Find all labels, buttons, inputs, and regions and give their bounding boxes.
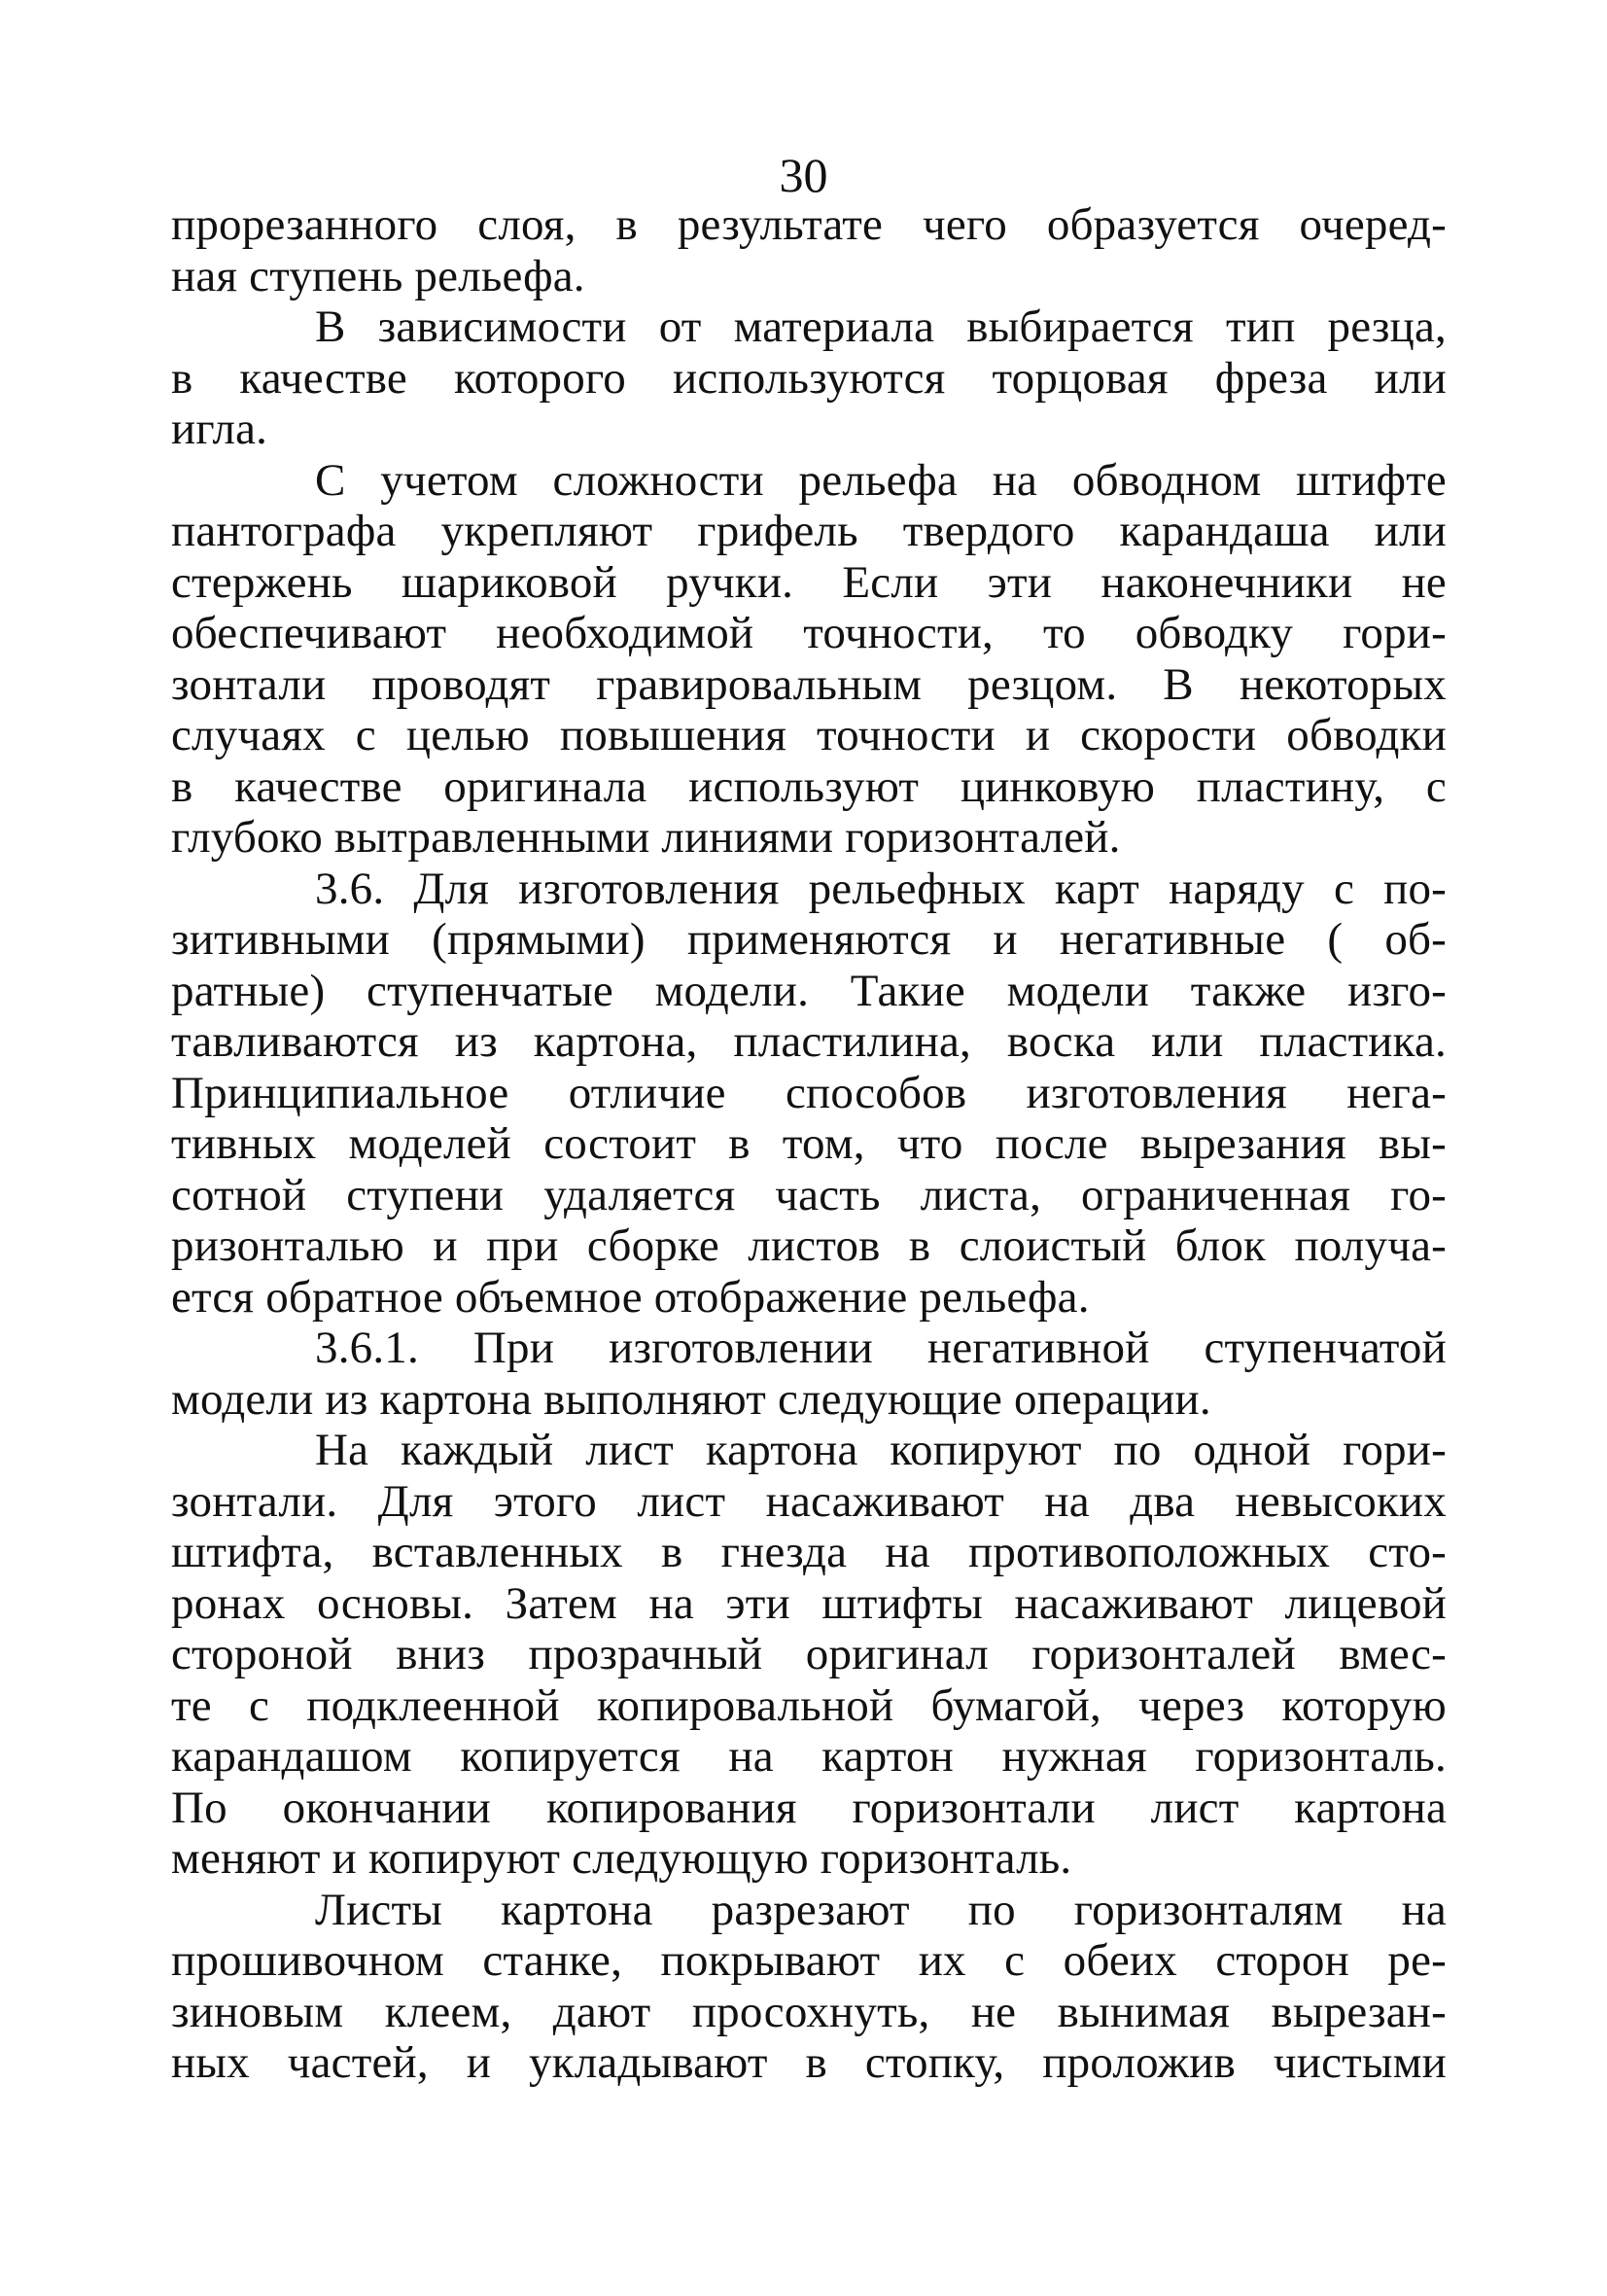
text-line: Принципиальное отличие способов изготовления нега- — [171, 1067, 1447, 1118]
text-line: Листы картона разрезают по горизонталям на — [315, 1884, 1447, 1935]
text-line: зонтали проводят гравировальным резцом. В некоторых — [171, 658, 1447, 710]
text-line: в качестве оригинала используют цинковую пластину, с — [171, 760, 1447, 812]
text-line: карандашом копируется на картон нужная горизонталь. — [171, 1731, 1447, 1782]
text-line: в качестве которого используются торцовая фреза или — [171, 352, 1447, 404]
text-line: стержень шариковой ручки. Если эти наконечники не — [171, 556, 1447, 608]
text-line: В зависимости от материала выбирается тип резца, — [315, 301, 1447, 352]
text-line: сотной ступени удаляется часть листа, ограниченная го- — [171, 1169, 1447, 1220]
text-line: стороной вниз прозрачный оригинал горизонталей вмес- — [171, 1629, 1447, 1679]
text-line: ратные) ступенчатые модели. Такие модели также изго- — [171, 965, 1447, 1016]
text-line: ронах основы. Затем на эти штифты насаживают лицевой — [171, 1577, 1447, 1629]
text-line: ризонталью и при сборке листов в слоистый блок получа- — [171, 1220, 1447, 1271]
text-line: тивных моделей состоит в том, что после вырезания вы- — [171, 1118, 1447, 1169]
text-line: штифта, вставленных в гнезда на противоположных сто- — [171, 1527, 1447, 1577]
body-text — [171, 199, 1447, 2089]
text-line: На каждый лист картона копируют по одной гори- — [315, 1425, 1447, 1475]
text-line: прорезанного слоя, в результате чего образуется очеред- — [171, 199, 1447, 250]
text-line: случаях с целью повышения точности и скорости обводки — [171, 710, 1447, 760]
text-line: По окончании копирования горизонтали лист картона — [171, 1782, 1447, 1833]
text-line: тавливаются из картона, пластилина, воска или пластика. — [171, 1016, 1447, 1067]
text-line: меняют и копируют следующую горизонталь. — [171, 1833, 1072, 1884]
page-number: 30 — [779, 148, 828, 202]
text-line: ных частей, и укладывают в стопку, проложив чистыми — [171, 2037, 1447, 2088]
text-line: те с подклеенной копировальной бумагой, через которую — [171, 1679, 1447, 1731]
text-line: зитивными (прямыми) применяются и негативные ( об- — [171, 914, 1447, 965]
text-line: зиновым клеем, дают просохнуть, не вынимая вырезан- — [171, 1986, 1447, 2037]
text-line: обеспечивают необходимой точности, то обводку гори- — [171, 608, 1447, 658]
text-line: прошивочном станке, покрывают их с обеих сторон ре- — [171, 1935, 1447, 1986]
text-line: модели из картона выполняют следующие операции. — [171, 1373, 1211, 1425]
text-line: 3.6.1. При изготовлении негативной ступенчатой — [315, 1323, 1447, 1373]
text-line: зонтали. Для этого лист насаживают на два невысоких — [171, 1475, 1447, 1527]
text-line: ная ступень рельефа. — [171, 250, 585, 301]
text-line: 3.6. Для изготовления рельефных карт наряду с по- — [315, 863, 1447, 914]
text-line: ется обратное объемное отображение рельефа. — [171, 1271, 1090, 1323]
text-line: С учетом сложности рельефа на обводном штифте — [315, 454, 1447, 506]
text-line: игла. — [171, 404, 268, 454]
text-line: пантографа укрепляют грифель твердого карандаша или — [171, 506, 1447, 556]
text-line: глубоко вытравленными линиями горизонталей. — [171, 812, 1121, 863]
